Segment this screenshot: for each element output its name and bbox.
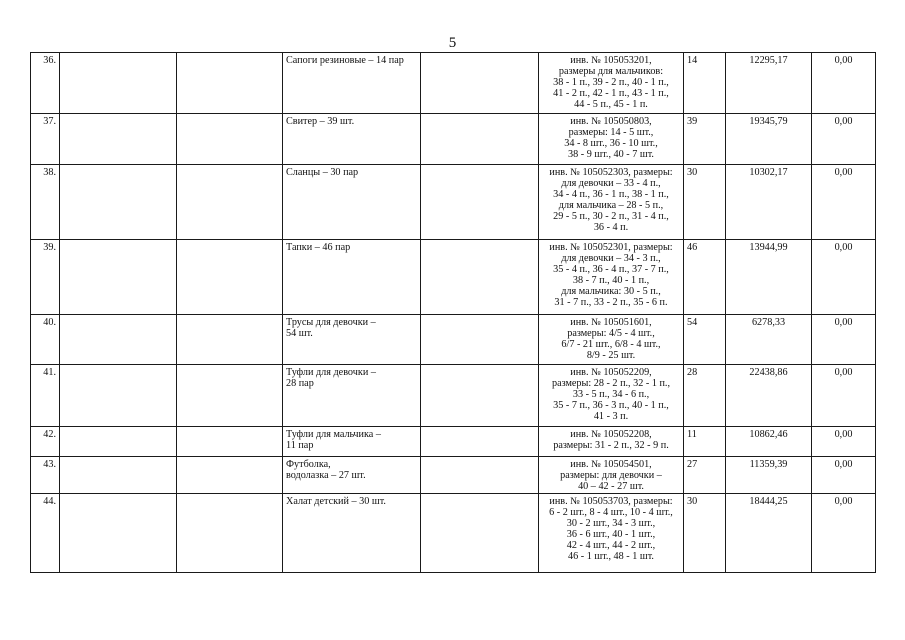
table-row [31,53,876,114]
item-quantity: 27 [684,457,726,494]
item-description: инв. № 105050803, размеры: 14 - 5 шт., 34 - 8 шт., 36 - 10 шт., 38 - 9 шт., 40 - 7 шт. [539,114,684,165]
empty-cell [421,315,539,365]
item-name: Туфли для девочки – 28 пар [283,365,421,427]
table-row [31,240,876,315]
item-name: Сланцы – 30 пар [283,165,421,240]
item-residual: 0,00 [812,315,876,365]
empty-cell [60,494,177,573]
item-name: Сапоги резиновые – 14 пар [283,53,421,114]
empty-cell [60,365,177,427]
table-row [31,494,876,573]
empty-cell [60,114,177,165]
empty-cell [177,240,283,315]
item-sum: 22438,86 [726,365,812,427]
item-residual: 0,00 [812,53,876,114]
empty-cell [421,53,539,114]
item-sum: 18444,25 [726,494,812,573]
empty-cell [177,53,283,114]
item-quantity: 14 [684,53,726,114]
item-quantity: 39 [684,114,726,165]
row-number: 40. [31,315,60,365]
item-quantity: 30 [684,494,726,573]
table-row [31,114,876,165]
table-row [31,365,876,427]
empty-cell [60,53,177,114]
empty-cell [177,114,283,165]
empty-cell [421,114,539,165]
item-description: инв. № 105052303, размеры: для девочки – 33 - 4 п., 34 - 4 п., 36 - 1 п., 38 - 1 п., для мальчика – 28 - 5 п., 29 - 5 п., 30 - 2 п., 31 - 4 п., 36 - 4 п. [539,165,684,240]
inventory-table [30,52,876,573]
item-residual: 0,00 [812,365,876,427]
item-quantity: 54 [684,315,726,365]
empty-cell [421,365,539,427]
item-description: инв. № 105052209, размеры: 28 - 2 п., 32 - 1 п., 33 - 5 п., 34 - 6 п., 35 - 7 п., 36 - 3 п., 40 - 1 п., 41 - 3 п. [539,365,684,427]
item-residual: 0,00 [812,165,876,240]
item-residual: 0,00 [812,494,876,573]
empty-cell [421,457,539,494]
item-residual: 0,00 [812,114,876,165]
empty-cell [60,427,177,457]
page-number: 5 [448,35,457,51]
row-number: 44. [31,494,60,573]
empty-cell [177,165,283,240]
item-sum: 11359,39 [726,457,812,494]
item-name: Халат детский – 30 шт. [283,494,421,573]
item-sum: 10302,17 [726,165,812,240]
empty-cell [421,494,539,573]
empty-cell [60,165,177,240]
item-quantity: 28 [684,365,726,427]
empty-cell [177,315,283,365]
item-quantity: 11 [684,427,726,457]
item-name: Тапки – 46 пар [283,240,421,315]
item-name: Туфли для мальчика – 11 пар [283,427,421,457]
item-description: инв. № 105052208, размеры: 31 - 2 п., 32 - 9 п. [539,427,684,457]
item-description: инв. № 105054501, размеры: для девочки – 40 – 42 - 27 шт. [539,457,684,494]
item-quantity: 30 [684,165,726,240]
item-residual: 0,00 [812,457,876,494]
empty-cell [421,165,539,240]
item-residual: 0,00 [812,427,876,457]
empty-cell [177,494,283,573]
empty-cell [177,457,283,494]
item-sum: 19345,79 [726,114,812,165]
table-row [31,315,876,365]
item-quantity: 46 [684,240,726,315]
item-description: инв. № 105052301, размеры: для девочки – 34 - 3 п., 35 - 4 п., 36 - 4 п., 37 - 7 п., 38 - 7 п., 40 - 1 п., для мальчика: 30 - 5 п., 31 - 7 п., 33 - 2 п., 35 - 6 п. [539,240,684,315]
row-number: 43. [31,457,60,494]
row-number: 37. [31,114,60,165]
empty-cell [60,315,177,365]
empty-cell [421,427,539,457]
row-number: 42. [31,427,60,457]
item-sum: 13944,99 [726,240,812,315]
empty-cell [60,240,177,315]
item-sum: 12295,17 [726,53,812,114]
item-name: Свитер – 39 шт. [283,114,421,165]
table-row [31,165,876,240]
item-sum: 10862,46 [726,427,812,457]
empty-cell [177,365,283,427]
item-name: Футболка, водолазка – 27 шт. [283,457,421,494]
row-number: 39. [31,240,60,315]
table-body [31,53,876,573]
item-description: инв. № 105051601, размеры: 4/5 - 4 шт., 6/7 - 21 шт., 6/8 - 4 шт., 8/9 - 25 шт. [539,315,684,365]
item-name: Трусы для девочки – 54 шт. [283,315,421,365]
row-number: 36. [31,53,60,114]
table-row [31,457,876,494]
empty-cell [421,240,539,315]
row-number: 38. [31,165,60,240]
table-row [31,427,876,457]
row-number: 41. [31,365,60,427]
item-description: инв. № 105053201, размеры для мальчиков: 38 - 1 п., 39 - 2 п., 40 - 1 п., 41 - 2 п., 42 - 1 п., 43 - 1 п., 44 - 5 п., 45 - 1 п. [539,53,684,114]
item-description: инв. № 105053703, размеры: 6 - 2 шт., 8 - 4 шт., 10 - 4 шт., 30 - 2 шт., 34 - 3 шт., 36 - 6 шт., 40 - 1 шт., 42 - 4 шт., 44 - 2 шт., 46 - 1 шт., 48 - 1 шт. [539,494,684,573]
empty-cell [177,427,283,457]
empty-cell [60,457,177,494]
item-residual: 0,00 [812,240,876,315]
item-sum: 6278,33 [726,315,812,365]
